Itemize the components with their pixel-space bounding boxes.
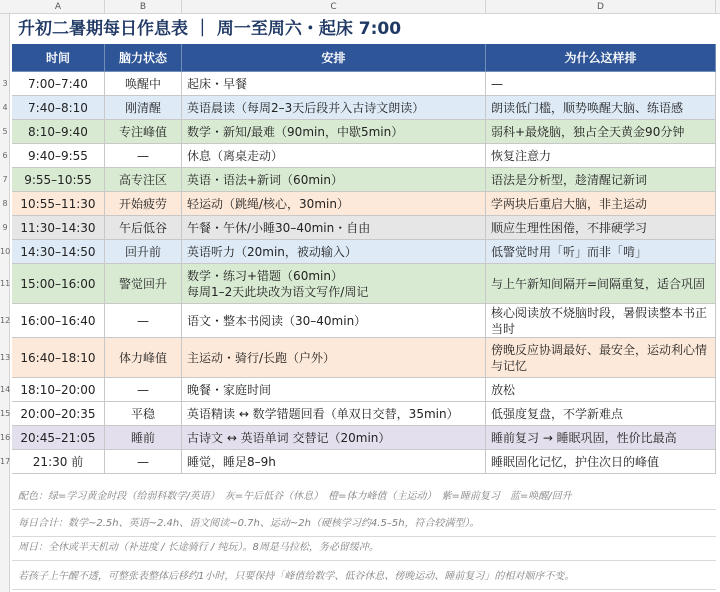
reason-cell[interactable]: 学两块后重启大脑，非主运动	[486, 192, 716, 216]
row-number[interactable]: 10	[0, 247, 11, 256]
brain-state-cell[interactable]: —	[105, 450, 182, 474]
footnote[interactable]: 周日：全休或半天机动（补进度 / 长途骑行 / 纯玩）。8周是马拉松，务必留缓冲。	[18, 542, 379, 553]
time-cell[interactable]: 7:40–8:10	[12, 96, 105, 120]
reason-cell[interactable]: 朗读低门槛，顺势唤醒大脑、练语感	[486, 96, 716, 120]
table-row	[12, 192, 716, 216]
brain-state-cell[interactable]: 唤醒中	[105, 72, 182, 96]
reason-cell[interactable]: 恢复注意力	[486, 144, 716, 168]
column-header-c[interactable]: C	[182, 0, 486, 14]
plan-cell[interactable]: 轻运动（跳绳/核心，30min）	[182, 192, 486, 216]
reason-cell[interactable]: 低警觉时用「听」而非「啃」	[486, 240, 716, 264]
plan-cell[interactable]: 古诗文 ↔ 英语单词 交替记（20min）	[182, 426, 486, 450]
table-row	[12, 168, 716, 192]
plan-cell[interactable]: 语文・整本书阅读（30–40min）	[182, 304, 486, 338]
row-number[interactable]: 13	[0, 353, 11, 362]
row-number[interactable]: 6	[2, 151, 8, 160]
brain-state-cell[interactable]: 专注峰值	[105, 120, 182, 144]
plan-cell[interactable]: 英语・语法+新词（60min）	[182, 168, 486, 192]
time-cell[interactable]: 11:30–14:30	[12, 216, 105, 240]
plan-cell[interactable]: 晚餐・家庭时间	[182, 378, 486, 402]
plan-cell[interactable]: 睡觉，睡足8–9h	[182, 450, 486, 474]
column-header-d[interactable]: D	[486, 0, 716, 14]
reason-cell[interactable]: 与上午新知间隔开=间隔重复，适合巩固	[486, 264, 716, 304]
time-cell[interactable]: 9:55–10:55	[12, 168, 105, 192]
table-header-row	[12, 44, 716, 72]
time-cell[interactable]: 16:40–18:10	[12, 338, 105, 378]
table-row	[12, 378, 716, 402]
table-row	[12, 96, 716, 120]
table-row	[12, 450, 716, 474]
brain-state-cell[interactable]: 刚清醒	[105, 96, 182, 120]
time-cell[interactable]: 8:10–9:40	[12, 120, 105, 144]
plan-cell[interactable]: 数学・练习+错题（60min） 每周1–2天此块改为语文写作/周记	[182, 264, 486, 304]
table-row	[12, 304, 716, 338]
time-cell[interactable]: 10:55–11:30	[12, 192, 105, 216]
row-number[interactable]: 11	[0, 279, 11, 288]
table-row	[12, 338, 716, 378]
brain-state-cell[interactable]: —	[105, 144, 182, 168]
row-number[interactable]: 8	[2, 199, 8, 208]
footnote[interactable]: 配色：绿=学习黄金时段（给弱科数学/英语） 灰=午后低谷（休息） 橙=体力峰值（主运动） 紫=睡前复习 蓝=唤醒/回升	[18, 491, 572, 502]
reason-cell[interactable]: 语法是分析型，趁清醒记新词	[486, 168, 716, 192]
plan-cell[interactable]: 英语精读 ↔ 数学错题回看（单双日交替，35min）	[182, 402, 486, 426]
row-divider	[12, 536, 716, 537]
footnote[interactable]: 每日合计：数学~2.5h、英语~2.4h、语文阅读~0.7h、运动~2h（硬核学习约4.5–5h，符合较满型）。	[18, 518, 480, 529]
row-divider	[12, 560, 716, 561]
reason-cell[interactable]: 睡前复习 → 睡眠巩固，性价比最高	[486, 426, 716, 450]
plan-cell[interactable]: 休息（离桌走动）	[182, 144, 486, 168]
row-divider	[12, 509, 716, 510]
brain-state-cell[interactable]: —	[105, 304, 182, 338]
row-number[interactable]: 12	[0, 316, 11, 325]
time-cell[interactable]: 18:10–20:00	[12, 378, 105, 402]
row-number[interactable]: 9	[2, 223, 8, 232]
header-plan[interactable]: 安排	[182, 44, 486, 72]
column-header-a[interactable]: A	[12, 0, 105, 14]
brain-state-cell[interactable]: 警觉回升	[105, 264, 182, 304]
brain-state-cell[interactable]: 午后低谷	[105, 216, 182, 240]
time-cell[interactable]: 7:00–7:40	[12, 72, 105, 96]
table-row	[12, 72, 716, 96]
time-cell[interactable]: 20:00–20:35	[12, 402, 105, 426]
row-number[interactable]: 4	[2, 103, 8, 112]
row-number[interactable]: 7	[2, 175, 8, 184]
header-time[interactable]: 时间	[12, 44, 105, 72]
reason-cell[interactable]: —	[486, 72, 716, 96]
brain-state-cell[interactable]: 睡前	[105, 426, 182, 450]
plan-cell[interactable]: 数学・新知/最难（90min，中歇5min）	[182, 120, 486, 144]
time-cell[interactable]: 14:30–14:50	[12, 240, 105, 264]
plan-cell[interactable]: 午餐・午休/小睡30–40min・自由	[182, 216, 486, 240]
reason-cell[interactable]: 睡眠固化记忆，护住次日的峰值	[486, 450, 716, 474]
brain-state-cell[interactable]: 回升前	[105, 240, 182, 264]
time-cell[interactable]: 9:40–9:55	[12, 144, 105, 168]
plan-cell[interactable]: 英语晨读（每周2–3天后段并入古诗文朗读）	[182, 96, 486, 120]
row-number[interactable]: 15	[0, 409, 11, 418]
column-header-bar	[0, 0, 720, 14]
plan-cell[interactable]: 英语听力（20min，被动输入）	[182, 240, 486, 264]
sheet-title[interactable]: 升初二暑期每日作息表 ｜ 周一至周六・起床 7:00	[18, 19, 402, 39]
table-row	[12, 264, 716, 304]
reason-cell[interactable]: 弱科+最烧脑，独占全天黄金90分钟	[486, 120, 716, 144]
table-row	[12, 144, 716, 168]
table-row	[12, 426, 716, 450]
time-cell[interactable]: 20:45–21:05	[12, 426, 105, 450]
time-cell[interactable]: 16:00–16:40	[12, 304, 105, 338]
reason-cell[interactable]: 傍晚反应协调最好、最安全，运动利心情与记忆	[486, 338, 716, 378]
header-why[interactable]: 为什么这样排	[486, 44, 716, 72]
brain-state-cell[interactable]: 体力峰值	[105, 338, 182, 378]
table-row	[12, 216, 716, 240]
column-header-b[interactable]: B	[105, 0, 182, 14]
table-row	[12, 120, 716, 144]
reason-cell[interactable]: 顺应生理性困倦，不排硬学习	[486, 216, 716, 240]
brain-state-cell[interactable]: 高专注区	[105, 168, 182, 192]
row-number[interactable]: 3	[2, 79, 8, 88]
reason-cell[interactable]: 核心阅读放不烧脑时段，暑假读整本书正当时	[486, 304, 716, 338]
table-row	[12, 402, 716, 426]
row-number[interactable]: 16	[0, 433, 11, 442]
row-header-bar	[0, 14, 10, 592]
plan-cell[interactable]: 起床・早餐	[182, 72, 486, 96]
plan-cell[interactable]: 主运动・骑行/长跑（户外）	[182, 338, 486, 378]
row-number[interactable]: 5	[2, 127, 8, 136]
table-row	[12, 240, 716, 264]
row-number[interactable]: 17	[0, 457, 11, 466]
row-number[interactable]: 14	[0, 385, 11, 394]
reason-cell[interactable]: 放松	[486, 378, 716, 402]
brain-state-cell[interactable]: —	[105, 378, 182, 402]
brain-state-cell[interactable]: 平稳	[105, 402, 182, 426]
header-brain-state[interactable]: 脑力状态	[105, 44, 182, 72]
footnote[interactable]: 若孩子上午醒不透，可整张表整体后移约1小时，只要保持「峰值给数学、低谷休息、傍晚运动、睡前复习」的相对顺序不变。	[18, 571, 575, 582]
time-cell[interactable]: 21:30 前	[12, 450, 105, 474]
row-divider	[12, 589, 716, 590]
reason-cell[interactable]: 低强度复盘，不学新难点	[486, 402, 716, 426]
time-cell[interactable]: 15:00–16:00	[12, 264, 105, 304]
brain-state-cell[interactable]: 开始疲劳	[105, 192, 182, 216]
